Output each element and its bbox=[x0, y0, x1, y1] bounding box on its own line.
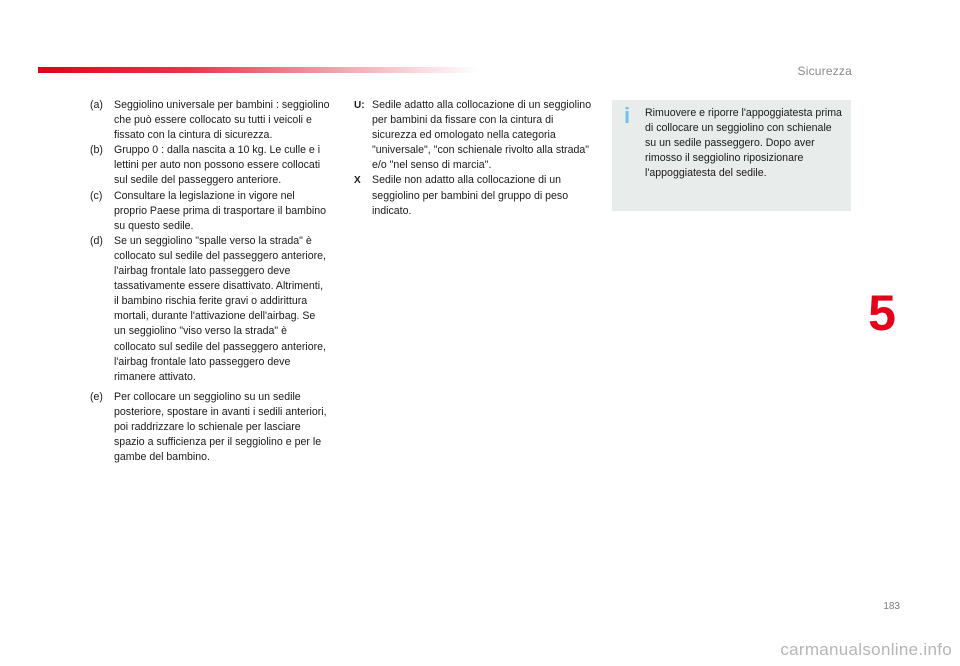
note-label: (b) bbox=[90, 144, 103, 157]
legend-text: Sedile adatto alla collocazione di un seggiolino per bambini da fissare con la cintura di sicurezza ed omologato nella categoria "universale", "con schienale rivolto alla strada" e/o "nel senso di marcia". bbox=[372, 99, 592, 172]
note-label: (a) bbox=[90, 99, 103, 111]
legend-item bbox=[354, 173, 594, 218]
note-item bbox=[90, 390, 330, 465]
header-accent-bar bbox=[38, 67, 478, 73]
note-label: (e) bbox=[90, 390, 103, 403]
note-item bbox=[90, 143, 330, 188]
note-text: Per collocare un seggiolino su un sedile posteriore, spostare in avanti i sedili anteriori, poi raddrizzare lo schienale per lasciare spazio a sufficienza per il seggiolino e per le gambe del bambino. bbox=[114, 390, 327, 464]
note-text: Seggiolino universale per bambini : seggiolino che può essere collocato su tutti i veicoli e fissato con la cintura di sicurezza. bbox=[114, 99, 330, 142]
note-label: (d) bbox=[90, 234, 103, 247]
info-text: Rimuovere e riporre l'appoggiatesta prima di collocare un seggiolino con schienale su un sedile passeggero. Dopo aver rimosso il seggiolino riposizionare l'appoggiatesta del sedile. bbox=[645, 107, 842, 180]
legend-column bbox=[354, 98, 594, 219]
page-number: 183 bbox=[883, 601, 900, 612]
note-item bbox=[90, 234, 330, 385]
legend-key: X bbox=[354, 175, 361, 187]
section-title: Sicurezza bbox=[797, 64, 852, 78]
note-text: Consultare la legislazione in vigore nel proprio Paese prima di trasportare il bambino su questo sedile. bbox=[114, 189, 326, 232]
notes-column bbox=[90, 98, 330, 465]
legend-item bbox=[354, 98, 594, 173]
legend-key: U: bbox=[354, 100, 365, 111]
legend-text: Sedile non adatto alla collocazione di un seggiolino per bambini del gruppo di peso indicato. bbox=[372, 174, 569, 217]
note-item bbox=[90, 189, 330, 234]
chapter-number: 5 bbox=[868, 285, 896, 341]
note-text: Se un seggiolino "spalle verso la strada" è collocato sul sedile del passeggero anteriore, l'airbag frontale lato passeggero deve tassativamente essere disattivato. Altrimenti, il bambino rischia ferite gravi o addirittura mortali, durante l'attivazione dell'airbag. Se un seggiolino "viso verso la strada" è collocato sul sedile del passeggero anteriore, l'airbag frontale lato passeggero deve rimanere attivato. bbox=[114, 234, 327, 383]
note-item bbox=[90, 98, 330, 143]
note-label: (c) bbox=[90, 189, 103, 202]
note-text: Gruppo 0 : dalla nascita a 10 kg. Le culle e i lettini per auto non possono essere collocati sul sedile del passeggero anteriore. bbox=[114, 144, 321, 187]
watermark: carmanualsonline.info bbox=[780, 640, 952, 659]
info-icon: i bbox=[623, 103, 631, 128]
